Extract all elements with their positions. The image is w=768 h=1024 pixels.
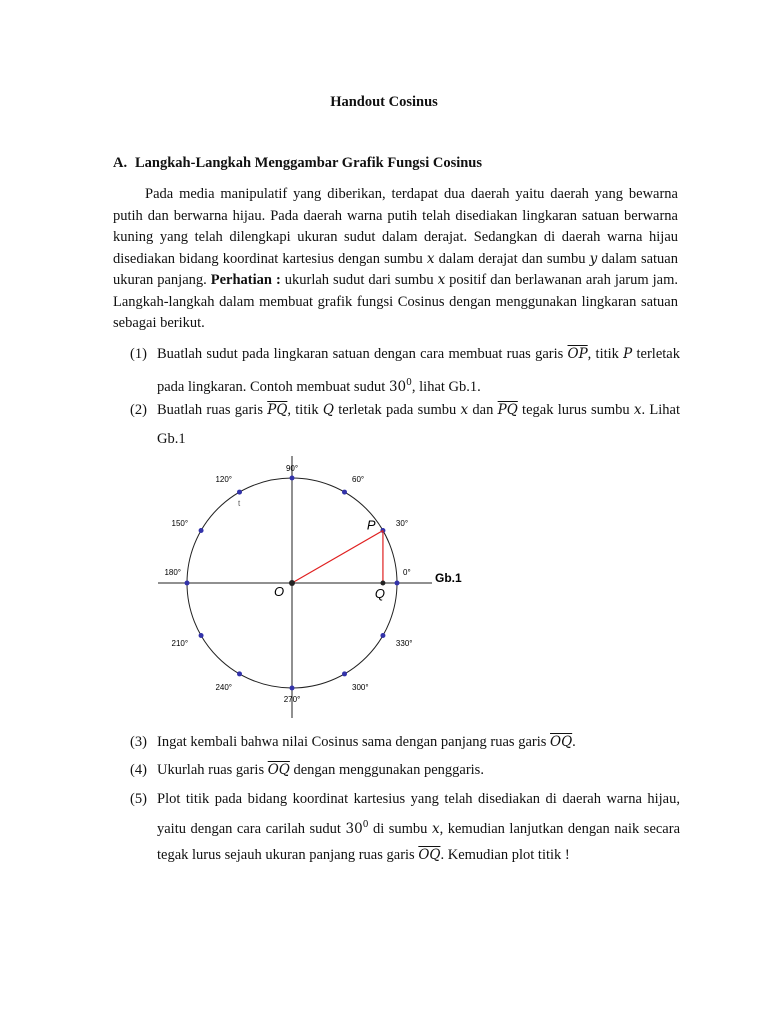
unit-circle-figure (150, 452, 480, 722)
segment-oq: $\overline{OQ}$ (550, 734, 573, 750)
step-text: dan (468, 402, 498, 418)
segment-oq: $\overline{OQ}$ (418, 846, 441, 863)
angle-point-240 (237, 671, 242, 676)
step-number: (1) (130, 346, 147, 362)
angle-point-0 (395, 581, 400, 586)
angle-label-180: 180° (164, 568, 181, 577)
step-text: . Kemudian plot titik ! (440, 846, 570, 863)
perhatian-label: Perhatian : (210, 272, 281, 288)
intro-paragraph (113, 184, 678, 335)
segment-op-line (292, 531, 383, 584)
step-text: Plot titik pada bidang koordinat kartesius yang telah disediakan di daerah warna hijau, yaitu dengan cara carilah sudut (157, 791, 680, 837)
angle-label-120: 120° (215, 475, 232, 485)
angle-point-330 (380, 633, 385, 638)
angle-label-300: 300° (352, 682, 369, 692)
step-text: Ukurlah ruas garis (157, 762, 268, 778)
step-text: terletak pada lingkaran. Contoh membuat sudut (157, 346, 680, 395)
var-y: y (589, 250, 598, 267)
var-q: Q (322, 402, 334, 418)
section-number: A. (113, 155, 128, 171)
segment-op: $\overline{OP}$ (567, 346, 588, 362)
step-number: (3) (130, 734, 147, 750)
para-text-5: positif dan berlawanan arah jarum jam. Langkah-langkah dalam membuat grafik fungsi Cosinus dengan menggunakan lingkaran satuan sebagai berikut. (113, 272, 678, 331)
angle-label-210: 210° (171, 639, 189, 648)
angle-point-90 (290, 476, 295, 481)
angle-label-270: 270° (283, 695, 301, 704)
step-text: , lihat Gb.1. (411, 378, 481, 395)
step-number: (2) (130, 402, 147, 418)
step-4 (130, 758, 680, 782)
step-text: , titik (287, 402, 323, 418)
section-heading (113, 155, 482, 172)
angle-label-30: 30° (395, 519, 409, 528)
step-5 (130, 786, 680, 868)
angle-point-210 (199, 633, 204, 638)
var-x: x (426, 250, 435, 267)
degree-exponent: 0 (362, 820, 369, 830)
step-text: Ingat kembali bahwa nilai Cosinus sama dengan panjang ruas garis (157, 734, 551, 750)
angle-value: 30 (345, 820, 363, 837)
segment-oq: $\overline{OQ}$ (267, 762, 290, 778)
section-heading-text: Langkah-Langkah Menggambar Grafik Fungsi Cosinus (135, 155, 483, 171)
stray-mark: t (238, 499, 241, 508)
angle-point-270 (290, 686, 295, 691)
step-number: (4) (130, 762, 147, 778)
angle-label-60: 60° (352, 475, 365, 485)
step-text: dengan menggunakan penggaris. (289, 762, 484, 778)
var-x: x (437, 272, 446, 288)
step-2 (130, 396, 680, 454)
angle-label-240: 240° (215, 682, 232, 692)
para-text-3: dalam satuan ukuran panjang. (113, 250, 678, 288)
para-text-2: dalam derajat dan sumbu (434, 250, 590, 267)
segment-pq: $\overline{PQ}$ (497, 402, 518, 418)
step-text: di sumbu (368, 820, 432, 837)
step-text: , kemudian lanjutkan dengan naik secara tegak lurus sejauh ukuran panjang ruas garis (157, 820, 681, 863)
step-text: . (572, 734, 576, 750)
step-text: Buatlah sudut pada lingkaran satuan dengan cara membuat ruas garis (157, 346, 568, 362)
var-x: x (431, 820, 440, 837)
angle-point-180 (185, 581, 190, 586)
step-number: (5) (130, 791, 147, 807)
degree-exponent: 0 (406, 378, 412, 388)
point-o-label: O (274, 584, 285, 599)
var-x: x (460, 402, 469, 418)
angle-point-300 (342, 671, 347, 676)
angle-label-0: 0° (403, 568, 411, 577)
angle-label-150: 150° (171, 519, 189, 528)
segment-pq: $\overline{PQ}$ (267, 402, 288, 418)
page-title: Handout Cosinus (330, 94, 438, 110)
angle-point-60 (342, 490, 347, 495)
figure-caption: Gb.1 (435, 571, 462, 585)
point-o-marker (289, 580, 295, 586)
step-text: tegak lurus sumbu (517, 402, 634, 418)
angle-point-150 (199, 528, 204, 533)
angle-value: 30 (388, 378, 407, 395)
para-text-4: ukurlah sudut dari sumbu (280, 272, 438, 288)
step-text: terletak pada sumbu (333, 402, 461, 418)
point-q-label: Q (374, 586, 386, 601)
point-q-marker (380, 581, 385, 586)
point-p-label: P (366, 517, 376, 533)
step-3 (130, 730, 680, 754)
angle-point-120 (237, 490, 242, 495)
step-text: Buatlah ruas garis (157, 402, 268, 418)
var-x: x (633, 402, 642, 418)
angle-label-330: 330° (395, 639, 413, 648)
para-text-1: Pada media manipulatif yang diberikan, terdapat dua daerah yaitu daerah yang bewarna putih dan berwarna hijau. Pada daerah warna putih telah disediakan lingkaran satuan berwarna kuning yang telah dilengkapi ukuran sudut dalam derajat. Sedangkan di daerah warna hijau disediakan bidang koordinat kartesius dengan sumbu (113, 186, 678, 267)
step-text: , titik (587, 346, 624, 362)
step-text: . Lihat Gb.1 (157, 402, 681, 447)
step-1 (130, 340, 680, 402)
angle-label-90: 90° (285, 464, 299, 473)
var-p: P (623, 346, 633, 362)
